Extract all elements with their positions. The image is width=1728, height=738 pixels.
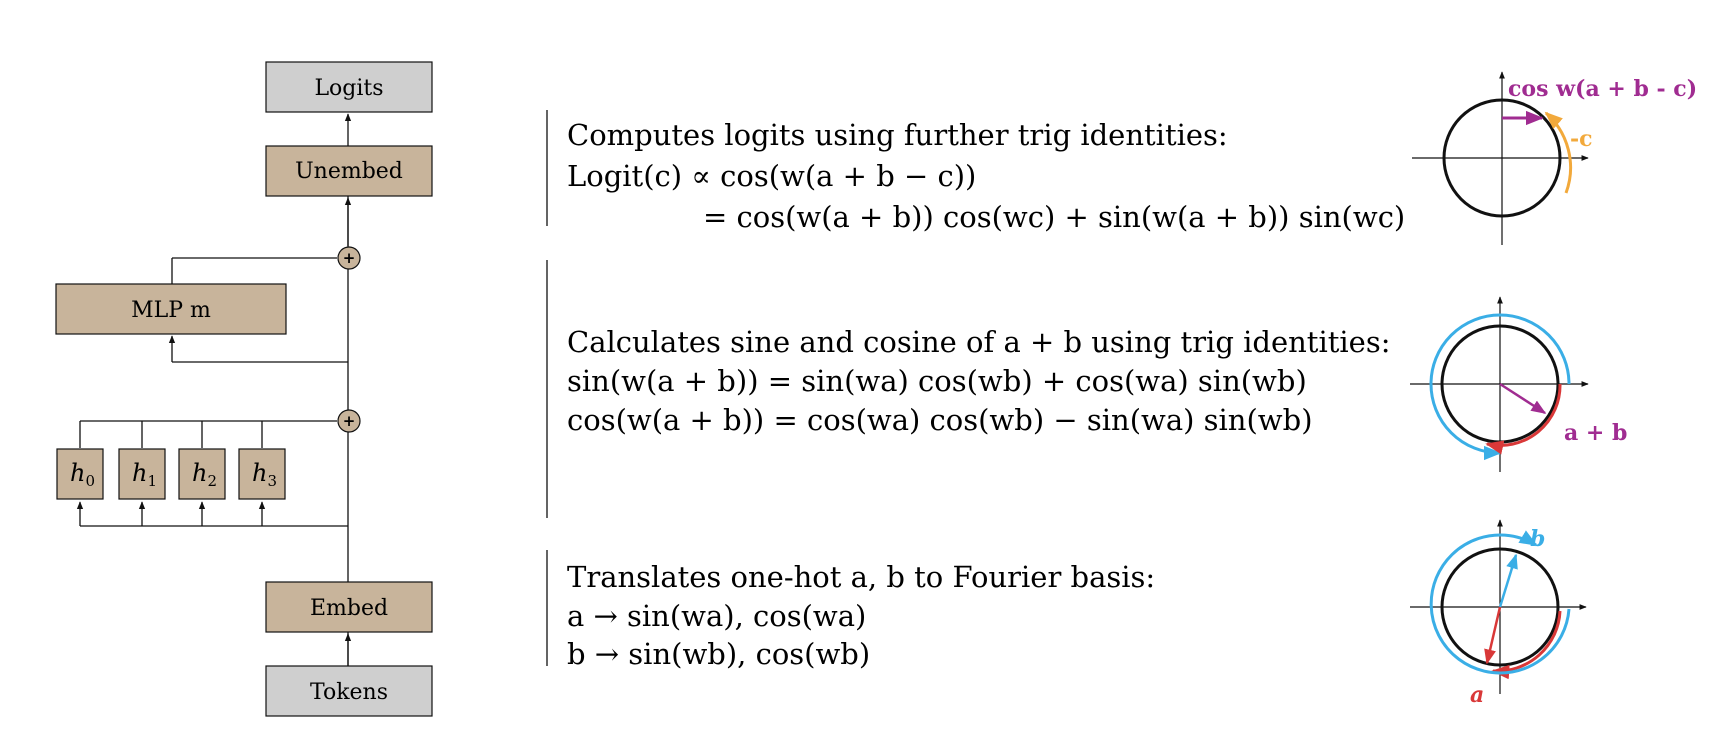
svg-text:+: +	[342, 249, 356, 267]
explanation-top	[567, 118, 1405, 234]
embed-label: Embed	[309, 596, 389, 621]
mlp-box	[56, 284, 286, 334]
a-label: a	[1470, 682, 1485, 708]
a-plus-b-label: a + b	[1564, 420, 1628, 446]
svg-text:h1: $h_1$	[132, 459, 158, 490]
residual-add-node-upper	[338, 247, 360, 269]
explanation-bottom-line-2: a → sin(wa), cos(wa)	[567, 599, 867, 633]
explanation-top-line-2: Logit(c) ∝ cos(w(a + b − c))	[567, 159, 977, 193]
head-0	[57, 449, 103, 499]
head-2	[179, 449, 225, 499]
fourier-circle-diagram	[1410, 520, 1586, 708]
b-label: b	[1530, 526, 1546, 552]
svg-text:h2: $h_2$	[192, 459, 218, 490]
sum-circle-diagram	[1410, 297, 1627, 472]
svg-text:h3: $h_3$	[252, 459, 278, 490]
svg-text:h0: $h_0$	[70, 459, 96, 490]
explanation-bottom-line-1: Translates one-hot a, b to Fourier basis:	[567, 560, 1156, 594]
mlp-label: MLP m	[131, 298, 211, 323]
logits-label: Logits	[314, 76, 384, 101]
explanation-middle-line-1: Calculates sine and cosine of a + b using trig identities:	[567, 325, 1391, 359]
residual-add-node-lower	[338, 410, 360, 432]
explanation-top-line-3: = cos(w(a + b)) cos(wc) + sin(w(a + b)) sin(wc)	[703, 200, 1406, 234]
head-1	[119, 449, 165, 499]
explanation-middle	[567, 325, 1390, 437]
logit-circle-diagram	[1412, 72, 1697, 245]
minus-c-label: -c	[1570, 126, 1593, 152]
explanation-bottom-line-3: b → sin(wb), cos(wb)	[567, 637, 871, 671]
cos-label: cos w(a + b - c)	[1508, 76, 1698, 102]
svg-text:+: +	[342, 412, 356, 430]
head-3	[239, 449, 285, 499]
attention-heads	[57, 449, 285, 499]
tokens-box	[266, 666, 432, 716]
logits-box	[266, 62, 432, 112]
explanation-middle-line-2: sin(w(a + b)) = sin(wa) cos(wb) + cos(wa) sin(wb)	[567, 364, 1307, 398]
explanation-middle-line-3: cos(w(a + b)) = cos(wa) cos(wb) − sin(wa) sin(wb)	[567, 403, 1313, 437]
explanation-top-line-1: Computes logits using further trig identities:	[567, 118, 1228, 152]
tokens-label: Tokens	[309, 680, 389, 705]
unembed-label: Unembed	[295, 159, 403, 184]
explanation-bottom	[567, 560, 1155, 671]
embed-box	[266, 582, 432, 632]
unembed-box	[266, 146, 432, 196]
